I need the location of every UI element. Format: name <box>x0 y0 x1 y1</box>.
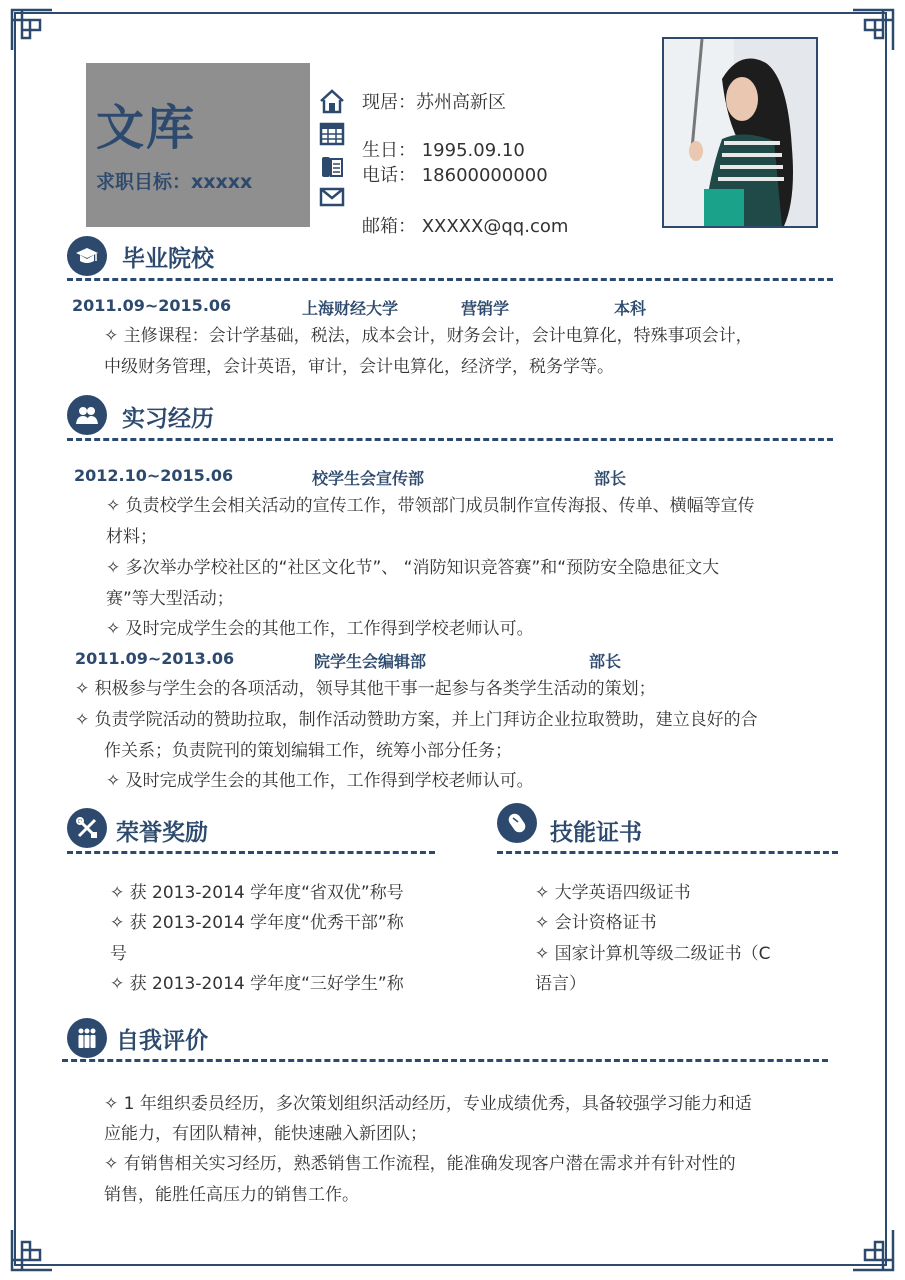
job-2-period: 2011.09~2013.06 <box>75 649 235 668</box>
education-courses-line-1: ✧ 主修课程：会计学基础，税法，成本会计，财务会计，会计电算化，特殊事项会计， <box>104 326 753 346</box>
job-2-org: 院学生会编辑部 <box>314 652 427 671</box>
skill-line-1: ✧ 大学英语四级证书 <box>535 883 691 903</box>
calendar-icon <box>319 120 345 146</box>
skill-line-3: ✧ 国家计算机等级二级证书（C <box>535 944 771 964</box>
honor-line-1: ✧ 获 2013-2014 学年度“省双优”称号 <box>110 883 404 903</box>
graduation-cap-icon <box>67 236 107 276</box>
phone-icon <box>319 154 345 180</box>
job-2-line-3: 作关系；负责院刊的策划编辑工作，统筹小部分任务； <box>104 741 512 761</box>
job-1-role: 部长 <box>594 469 627 488</box>
section-title-education: 毕业院校 <box>122 246 214 272</box>
job-1-line-5: ✧ 及时完成学生会的其他工作，工作得到学校老师认可。 <box>106 619 534 639</box>
job-2-line-1: ✧ 积极参与学生会的各项活动，领导其他干事一起参与各类学生活动的策划； <box>75 679 656 699</box>
job-1-org: 校学生会宣传部 <box>312 469 425 488</box>
section-title-honors: 荣誉奖励 <box>116 820 208 846</box>
phone-text: 电话： 18600000000 <box>362 165 548 186</box>
job-1-line-2: 材料； <box>106 527 157 547</box>
corner-ornament-top-right <box>851 8 895 52</box>
job-target: 求职目标：xxxxx <box>96 171 253 193</box>
self-line-2: 应能力，有团队精神，能快速融入新团队； <box>104 1124 427 1144</box>
education-period: 2011.09~2015.06 <box>72 296 232 315</box>
self-line-3: ✧ 有销售相关实习经历，熟悉销售工作流程，能准确发现客户潜在需求并有针对性的 <box>104 1154 736 1174</box>
section-title-internship: 实习经历 <box>122 406 214 432</box>
section-divider <box>67 438 833 441</box>
mail-icon <box>319 184 345 210</box>
profile-photo <box>662 37 818 228</box>
section-divider <box>67 278 833 281</box>
education-major: 营销学 <box>461 299 510 318</box>
name-box <box>86 63 310 227</box>
self-line-4: 销售，能胜任高压力的销售工作。 <box>104 1185 359 1205</box>
job-2-line-2: ✧ 负责学院活动的赞助拉取，制作活动赞助方案，并上门拜访企业拉取赞助，建立良好的合 <box>75 710 758 730</box>
honor-line-4: ✧ 获 2013-2014 学年度“三好学生”称 <box>110 974 404 994</box>
candidate-name: 文库 <box>96 100 197 156</box>
section-title-self-evaluation: 自我评价 <box>116 1028 208 1054</box>
mouse-icon <box>497 803 537 843</box>
section-divider <box>62 1059 828 1062</box>
corner-ornament-bottom-right <box>851 1228 895 1272</box>
residence-text: 现居：苏州高新区 <box>362 92 506 113</box>
group-icon <box>67 395 107 435</box>
job-2-role: 部长 <box>589 652 622 671</box>
corner-ornament-top-left <box>10 8 54 52</box>
skill-line-4: 语言） <box>535 974 586 994</box>
education-courses-line-2: 中级财务管理，会计英语，审计，会计电算化，经济学，税务学等。 <box>104 357 614 377</box>
home-icon <box>319 88 345 114</box>
section-title-skills: 技能证书 <box>550 820 642 846</box>
education-degree: 本科 <box>614 299 647 318</box>
job-1-period: 2012.10~2015.06 <box>74 466 234 485</box>
job-2-line-4: ✧ 及时完成学生会的其他工作，工作得到学校老师认可。 <box>106 771 534 791</box>
self-line-1: ✧ 1 年组织委员经历，多次策划组织活动经历，专业成绩优秀，具备较强学习能力和适 <box>104 1094 752 1114</box>
corner-ornament-bottom-left <box>10 1228 54 1272</box>
people-icon <box>67 1018 107 1058</box>
tools-icon <box>67 808 107 848</box>
job-1-line-3: ✧ 多次举办学校社区的“社区文化节”、 “消防知识竞答赛”和“预防安全隐患征文大 <box>106 558 720 578</box>
honor-line-3: 号 <box>110 944 127 964</box>
section-divider <box>497 851 838 854</box>
job-1-line-1: ✧ 负责校学生会相关活动的宣传工作，带领部门成员制作宣传海报、传单、横幅等宣传 <box>106 496 755 516</box>
skill-line-2: ✧ 会计资格证书 <box>535 913 657 933</box>
education-school: 上海财经大学 <box>302 299 399 318</box>
job-1-line-4: 赛”等大型活动； <box>106 589 234 609</box>
section-divider <box>67 851 435 854</box>
birthday-text: 生日： 1995.09.10 <box>362 140 525 161</box>
honor-line-2: ✧ 获 2013-2014 学年度“优秀干部”称 <box>110 913 404 933</box>
email-text[interactable]: 邮箱： XXXXX@qq.com <box>362 216 569 237</box>
